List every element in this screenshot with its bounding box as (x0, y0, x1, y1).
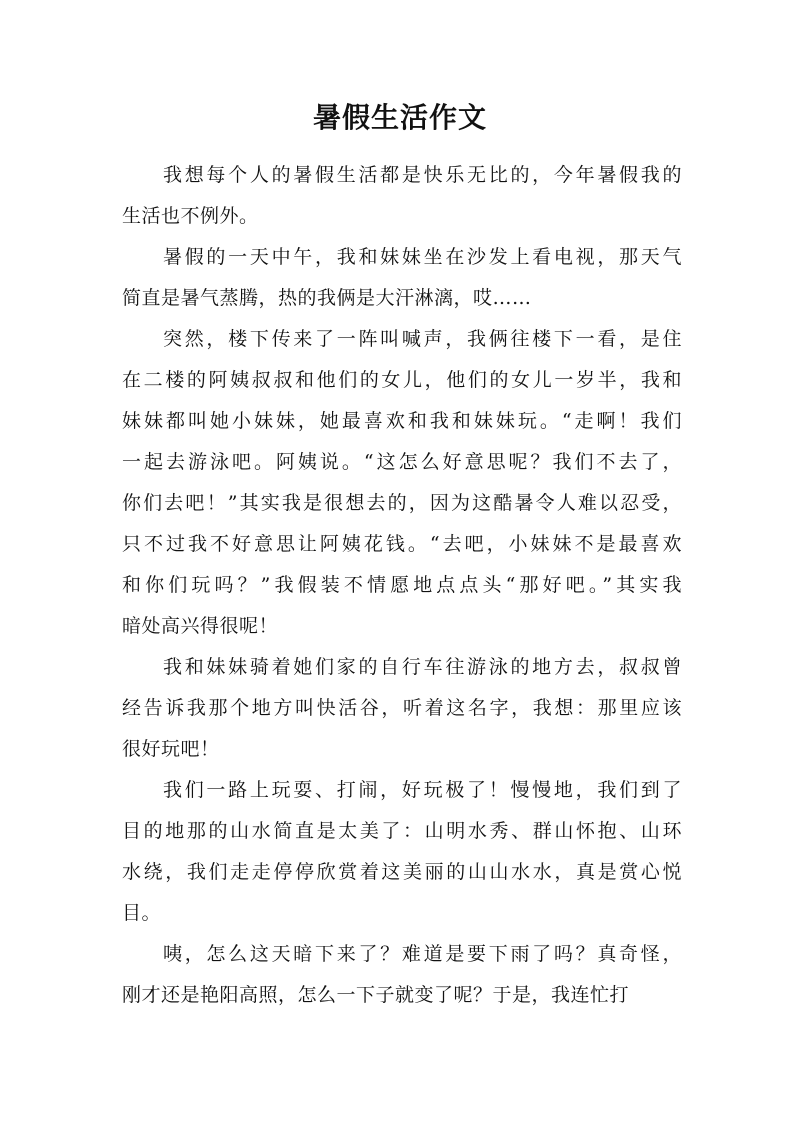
paragraph-line: 我想每个人的暑假生活都是快乐无比的，今年暑假我的 (163, 164, 682, 186)
paragraph-line: 水绕，我们走走停停欣赏着这美丽的山山水水，真是赏心悦 (122, 861, 682, 883)
essay-body (122, 155, 682, 1016)
paragraph-line: 一起去游泳吧。阿姨说。“这怎么好意思呢？我们不去了， (122, 451, 682, 473)
paragraph-line: 我和妹妹骑着她们家的自行车往游泳的地方去，叔叔曾 (163, 656, 682, 678)
paragraph-line: 在二楼的阿姨叔叔和他们的女儿，他们的女儿一岁半，我和 (122, 369, 682, 391)
paragraph-line: 只不过我不好意思让阿姨花钱。“去吧，小妹妹不是最喜欢 (122, 533, 682, 555)
essay-paragraph (122, 319, 682, 647)
essay-paragraph (122, 647, 682, 770)
paragraph-line: 暗处高兴得很呢！ (122, 615, 279, 637)
paragraph-line: 生活也不例外。 (122, 205, 259, 227)
paragraph-line: 刚才还是艳阳高照，怎么一下子就变了呢？于是，我连忙打 (122, 984, 630, 1006)
essay-paragraph (122, 934, 682, 1016)
paragraph-line: 突然，楼下传来了一阵叫喊声，我俩往楼下一看，是住 (163, 328, 682, 350)
essay-paragraph (122, 237, 682, 319)
paragraph-line: 暑假的一天中午，我和妹妹坐在沙发上看电视，那天气 (163, 246, 682, 268)
paragraph-line: 你们去吧！”其实我是很想去的，因为这酷暑令人难以忍受， (122, 492, 682, 514)
essay-paragraph (122, 155, 682, 237)
paragraph-line: 很好玩吧！ (122, 738, 220, 760)
page-title: 暑假生活作文 (312, 101, 487, 134)
paragraph-line: 经告诉我那个地方叫快活谷，听着这名字，我想：那里应该 (122, 697, 682, 719)
paragraph-line: 和你们玩吗？”我假装不情愿地点点头“那好吧。”其实我 (122, 574, 682, 596)
paragraph-line: 简直是暑气蒸腾，热的我俩是大汗淋漓，哎…… (122, 287, 532, 309)
paragraph-line: 我们一路上玩耍、打闹，好玩极了！慢慢地，我们到了 (163, 779, 682, 801)
paragraph-line: 妹妹都叫她小妹妹，她最喜欢和我和妹妹玩。“走啊！我们 (122, 410, 682, 432)
paragraph-line: 目的地那的山水简直是太美了：山明水秀、群山怀抱、山环 (122, 820, 682, 842)
paragraph-line: 目。 (122, 902, 162, 924)
essay-paragraph (122, 770, 682, 934)
paragraph-line: 咦，怎么这天暗下来了？难道是要下雨了吗？真奇怪， (163, 943, 682, 965)
